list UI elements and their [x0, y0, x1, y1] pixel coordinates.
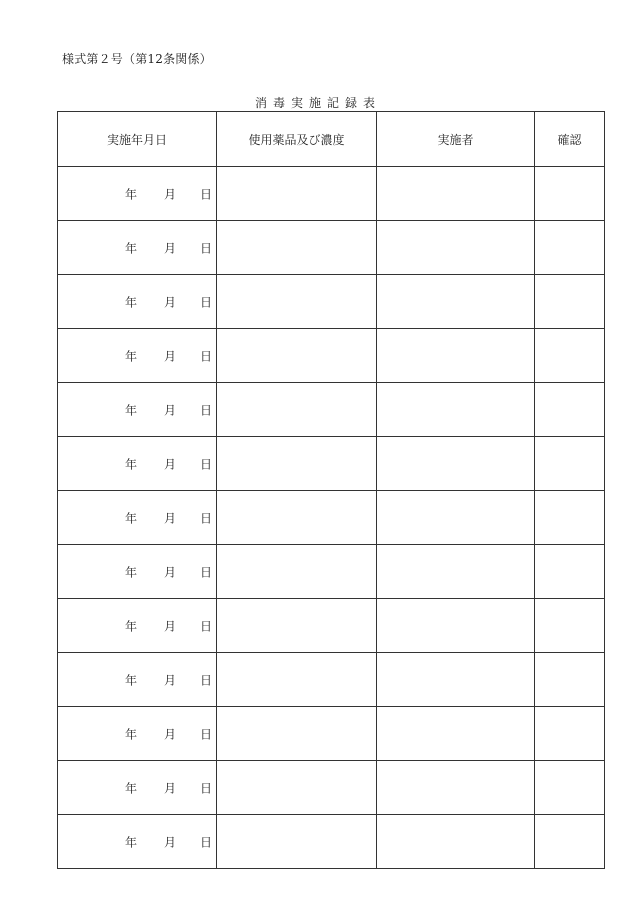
- chemical-cell[interactable]: [217, 545, 377, 599]
- day-unit: 日: [200, 673, 213, 687]
- chemical-cell[interactable]: [217, 599, 377, 653]
- record-rows: [58, 167, 605, 869]
- year-unit: 年: [125, 673, 138, 687]
- check-cell[interactable]: [535, 707, 605, 761]
- table-row: [58, 653, 605, 707]
- month-unit: 月: [164, 835, 177, 849]
- year-unit: 年: [125, 349, 138, 363]
- check-cell[interactable]: [535, 437, 605, 491]
- table-row: [58, 707, 605, 761]
- date-cell[interactable]: [58, 545, 217, 599]
- person-cell[interactable]: [377, 221, 535, 275]
- check-cell[interactable]: [535, 275, 605, 329]
- day-unit: 日: [200, 727, 213, 741]
- table-row: [58, 437, 605, 491]
- day-unit: 日: [200, 835, 213, 849]
- date-cell[interactable]: [58, 599, 217, 653]
- check-cell[interactable]: [535, 491, 605, 545]
- year-unit: 年: [125, 241, 138, 255]
- month-unit: 月: [164, 295, 177, 309]
- chemical-cell[interactable]: [217, 329, 377, 383]
- chemical-cell[interactable]: [217, 167, 377, 221]
- check-cell[interactable]: [535, 167, 605, 221]
- date-cell[interactable]: [58, 707, 217, 761]
- date-cell[interactable]: [58, 221, 217, 275]
- check-cell[interactable]: [535, 815, 605, 869]
- month-unit: 月: [164, 187, 177, 201]
- chemical-cell[interactable]: [217, 653, 377, 707]
- table-row: [58, 275, 605, 329]
- chemical-cell[interactable]: [217, 383, 377, 437]
- month-unit: 月: [164, 349, 177, 363]
- person-cell[interactable]: [377, 761, 535, 815]
- table-row: [58, 383, 605, 437]
- document-title: 消毒実施記録表: [254, 96, 381, 110]
- date-cell[interactable]: [58, 383, 217, 437]
- year-unit: 年: [125, 511, 138, 525]
- month-unit: 月: [164, 241, 177, 255]
- check-cell[interactable]: [535, 599, 605, 653]
- chemical-cell[interactable]: [217, 815, 377, 869]
- person-cell[interactable]: [377, 275, 535, 329]
- table-header-row: [58, 112, 605, 167]
- year-unit: 年: [125, 619, 138, 633]
- day-unit: 日: [200, 781, 213, 795]
- table-row: [58, 221, 605, 275]
- table-row: [58, 599, 605, 653]
- header-chemical: 使用薬品及び濃度: [217, 112, 377, 167]
- person-cell[interactable]: [377, 599, 535, 653]
- month-unit: 月: [164, 565, 177, 579]
- day-unit: 日: [200, 457, 213, 471]
- day-unit: 日: [200, 349, 213, 363]
- disinfection-record-table: [57, 111, 605, 869]
- year-unit: 年: [125, 403, 138, 417]
- year-unit: 年: [125, 835, 138, 849]
- month-unit: 月: [164, 727, 177, 741]
- chemical-cell[interactable]: [217, 491, 377, 545]
- day-unit: 日: [200, 565, 213, 579]
- header-date: 実施年月日: [58, 112, 217, 167]
- person-cell[interactable]: [377, 707, 535, 761]
- date-cell[interactable]: [58, 437, 217, 491]
- month-unit: 月: [164, 511, 177, 525]
- table-row: [58, 761, 605, 815]
- table-row: [58, 329, 605, 383]
- year-unit: 年: [125, 187, 138, 201]
- year-unit: 年: [125, 457, 138, 471]
- date-cell[interactable]: [58, 815, 217, 869]
- header-person: 実施者: [377, 112, 535, 167]
- date-cell[interactable]: [58, 329, 217, 383]
- table-row: [58, 815, 605, 869]
- year-unit: 年: [125, 295, 138, 309]
- month-unit: 月: [164, 781, 177, 795]
- person-cell[interactable]: [377, 437, 535, 491]
- month-unit: 月: [164, 403, 177, 417]
- month-unit: 月: [164, 673, 177, 687]
- check-cell[interactable]: [535, 383, 605, 437]
- chemical-cell[interactable]: [217, 221, 377, 275]
- chemical-cell[interactable]: [217, 275, 377, 329]
- year-unit: 年: [125, 781, 138, 795]
- month-unit: 月: [164, 457, 177, 471]
- date-cell[interactable]: [58, 275, 217, 329]
- person-cell[interactable]: [377, 167, 535, 221]
- check-cell[interactable]: [535, 545, 605, 599]
- date-cell[interactable]: [58, 491, 217, 545]
- date-cell[interactable]: [58, 167, 217, 221]
- header-check: 確認: [535, 112, 605, 167]
- check-cell[interactable]: [535, 221, 605, 275]
- person-cell[interactable]: [377, 383, 535, 437]
- year-unit: 年: [125, 727, 138, 741]
- day-unit: 日: [200, 187, 213, 201]
- chemical-cell[interactable]: [217, 437, 377, 491]
- person-cell[interactable]: [377, 491, 535, 545]
- chemical-cell[interactable]: [217, 761, 377, 815]
- person-cell[interactable]: [377, 653, 535, 707]
- chemical-cell[interactable]: [217, 707, 377, 761]
- check-cell[interactable]: [535, 653, 605, 707]
- table-row: [58, 491, 605, 545]
- month-unit: 月: [164, 619, 177, 633]
- person-cell[interactable]: [377, 329, 535, 383]
- day-unit: 日: [200, 403, 213, 417]
- day-unit: 日: [200, 511, 213, 525]
- day-unit: 日: [200, 241, 213, 255]
- person-cell[interactable]: [377, 545, 535, 599]
- table-row: [58, 545, 605, 599]
- date-cell[interactable]: [58, 761, 217, 815]
- check-cell[interactable]: [535, 329, 605, 383]
- day-unit: 日: [200, 295, 213, 309]
- check-cell[interactable]: [535, 761, 605, 815]
- table-row: [58, 167, 605, 221]
- day-unit: 日: [200, 619, 213, 633]
- date-cell[interactable]: [58, 653, 217, 707]
- year-unit: 年: [125, 565, 138, 579]
- person-cell[interactable]: [377, 815, 535, 869]
- form-number: 様式第２号（第12条関係）: [62, 52, 212, 66]
